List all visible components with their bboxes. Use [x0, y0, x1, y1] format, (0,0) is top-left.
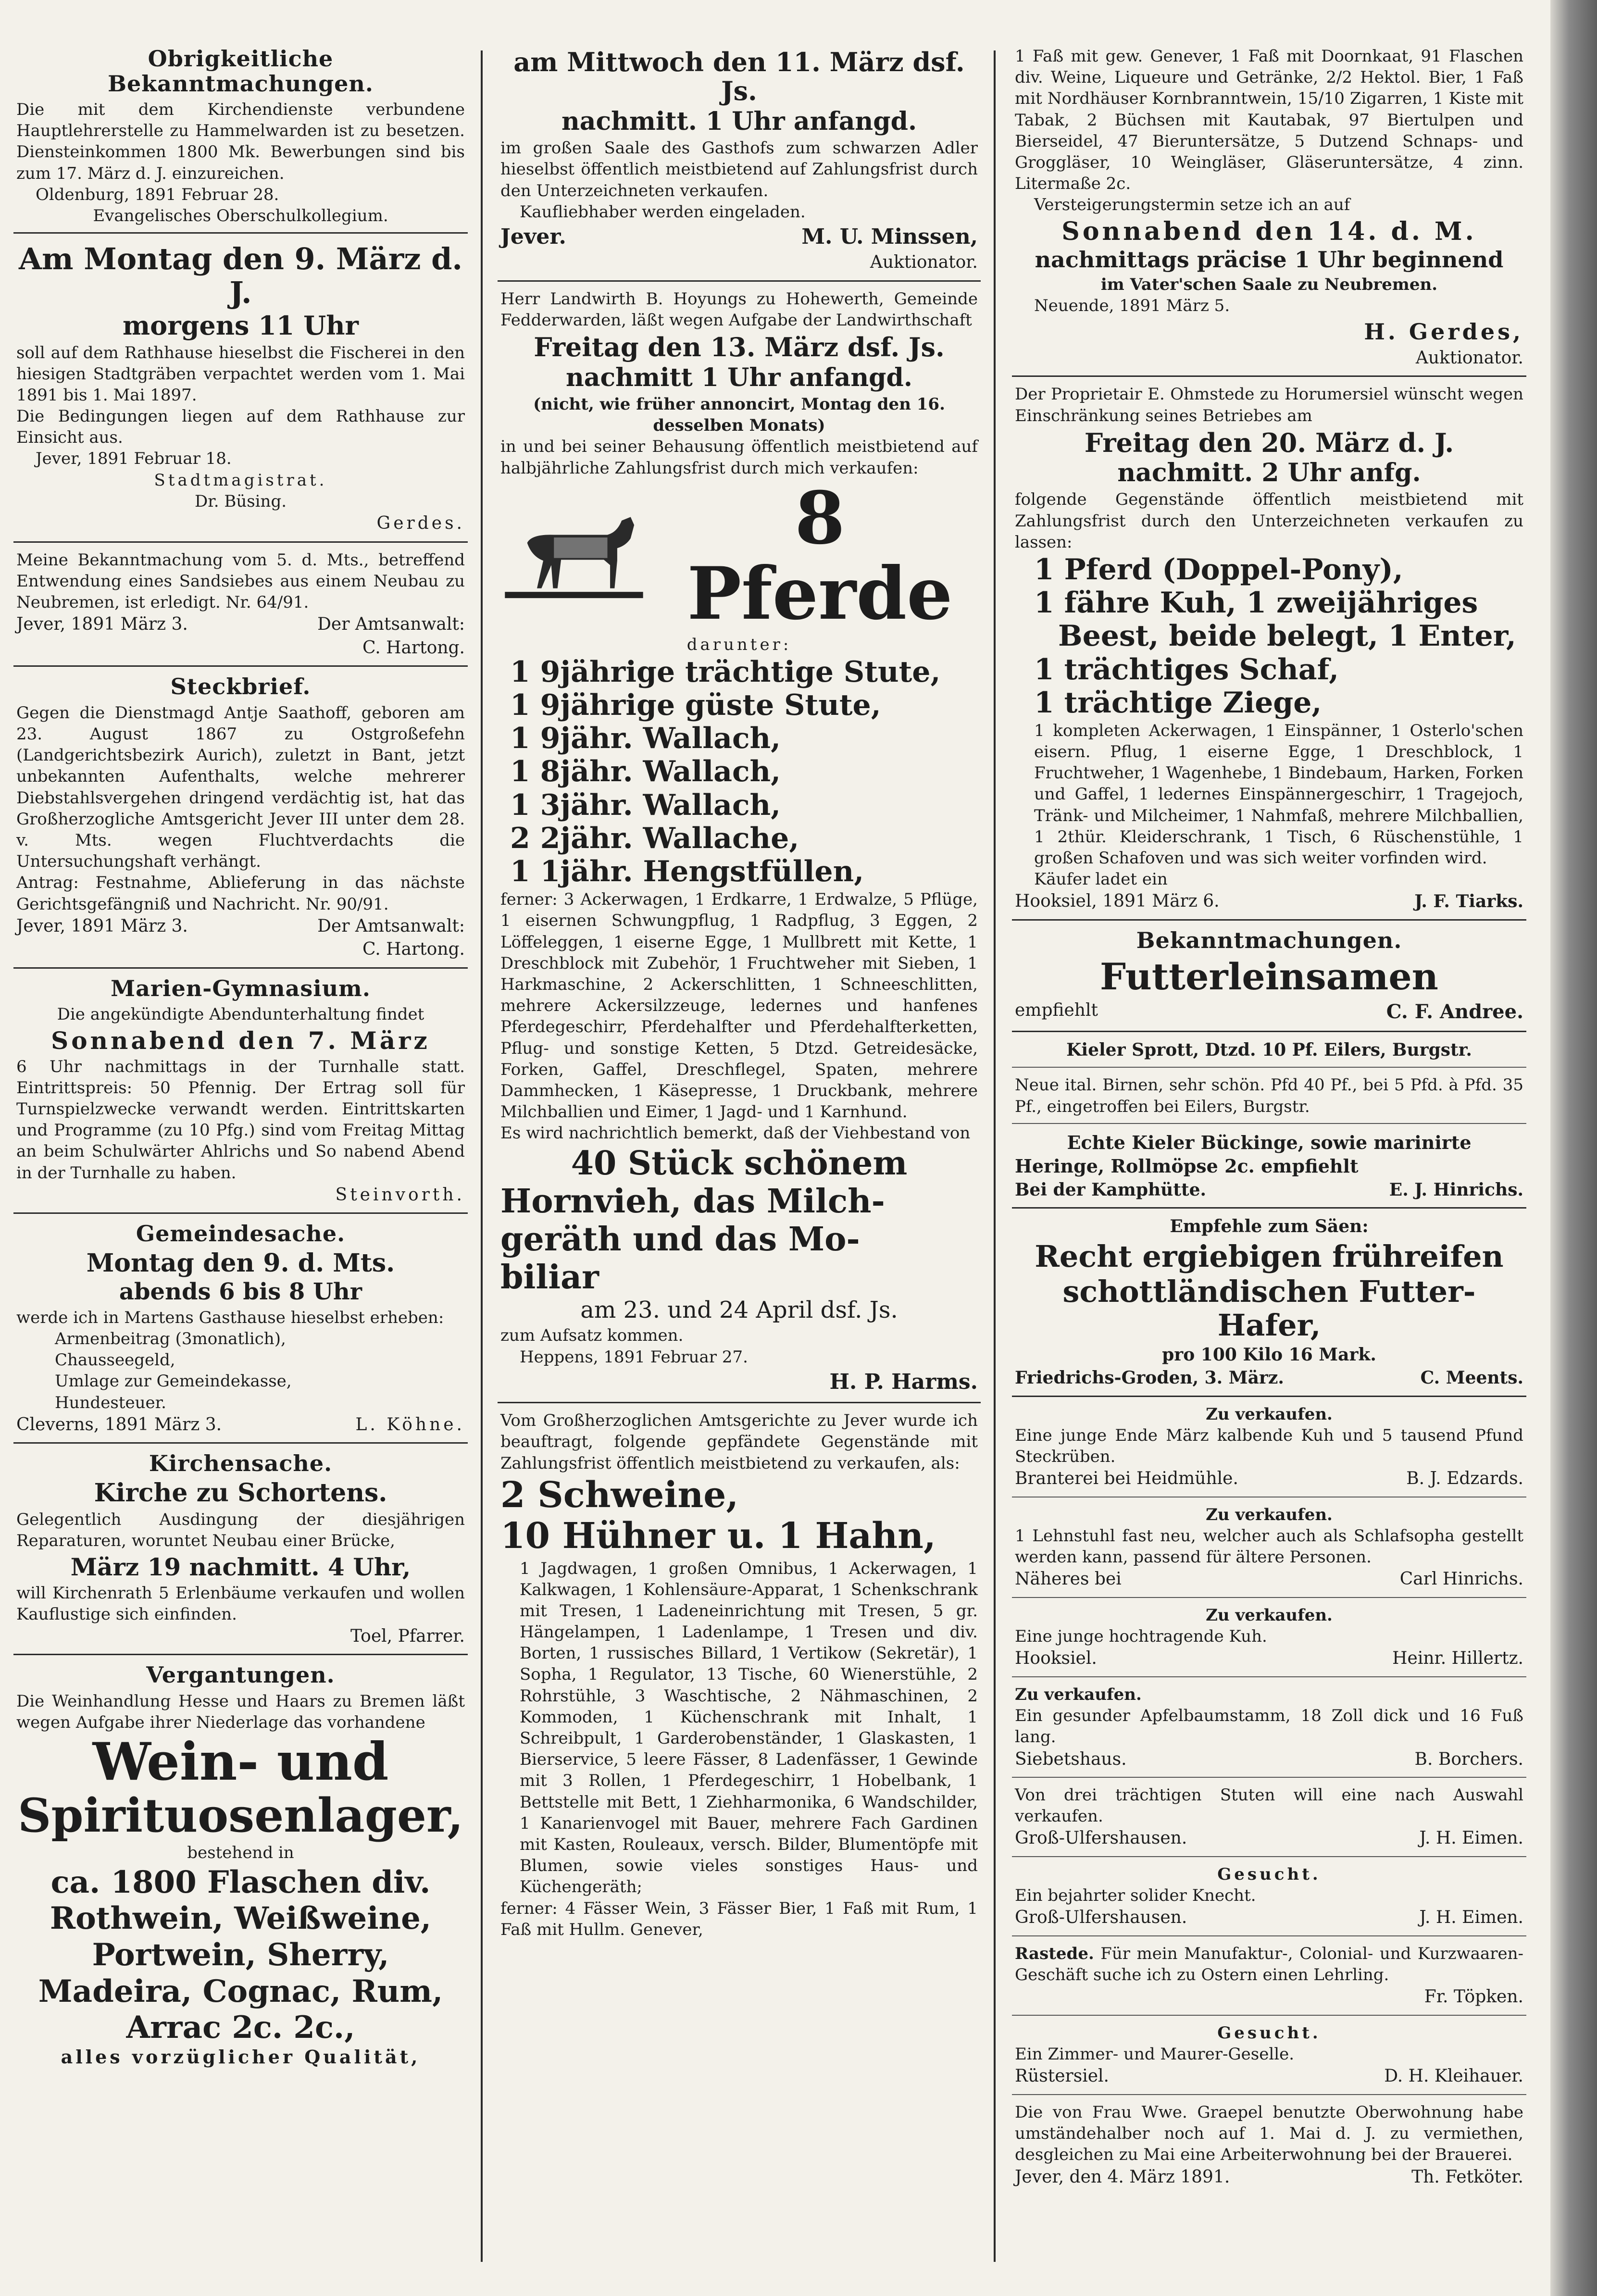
notice-body: 1 Lehnstuhl fast neu, welcher auch als Schlafsopha gestellt werden kann, passend für ältere Personen.: [1015, 1526, 1523, 1567]
notice-headline: März 19 nachmitt. 4 Uhr,: [70, 1552, 411, 1581]
notice-line: Käufer ladet ein: [1034, 870, 1168, 889]
notice-name: D. H. Kleihauer.: [1384, 2066, 1523, 2086]
notice-sender: Evangelisches Oberschulkollegium.: [93, 206, 388, 225]
notice-signature: [16, 1413, 465, 1437]
notice-name: C. F. Andree.: [1386, 1000, 1523, 1023]
notice-heading: Obrigkeitliche Bekanntmachungen.: [108, 46, 374, 97]
notice-name: Dr. Büsing.: [194, 491, 287, 511]
notice-big: Recht ergiebigen frühreifen: [1035, 1238, 1504, 1274]
notice-headline: Freitag den 13. März dsf. Js.: [534, 332, 945, 363]
list-item: 1 trächtige Ziege,: [1034, 686, 1322, 720]
notice-role: Der Amtsanwalt:: [317, 614, 465, 635]
notice-name: Gerdes.: [376, 513, 465, 533]
notice-line: darunter:: [686, 635, 792, 654]
notice-neubremen: [1012, 41, 1526, 377]
notice-name: Carl Hinrichs.: [1399, 1569, 1523, 1589]
notice-time: abends 6 bis 8 Uhr: [119, 1278, 362, 1306]
notice-pfaendung: [498, 1405, 981, 1946]
notice-auction-adler: [498, 41, 981, 282]
notice-lehrling: [1012, 1938, 1526, 2016]
notice-geselle: [1012, 2018, 1526, 2095]
notice-body: 1 Faß mit gew. Genever, 1 Faß mit Doornkaat, 91 Flaschen div. Weine, Liqueure und Getränke, 2/2 Hektol. Bier, 1 Faß mit Nordhäuser Kornbranntwein, 15/10 Zigarren, 1 Kiste mit Tabak, 2 Büchsen mit Kautabak, 97 Biertulpen und Bierseidel, 47 Bieruntersätze, 5 Dutzend Schnaps- und Groggläser, 10 Weingläser, Gläseruntersätze, 4 zinn. Litermaße 2c.: [1015, 47, 1523, 194]
notice-place: Jever.: [500, 224, 566, 249]
notice-headline: am Mittwoch den 11. März dsf. Js.: [513, 47, 965, 107]
notice-big: Futterleinsamen: [1100, 955, 1438, 998]
notice-body: Von drei trächtigen Stuten will eine nach Auswahl verkaufen.: [1015, 1785, 1523, 1826]
notice-body: Vom Großherzoglichen Amtsgerichte zu Jever wurde ich beauftragt, folgende gepfändete Gegenstände mit Zahlungsfrist öffentlich meistbietend zu verkaufen, als:: [500, 1411, 978, 1473]
notice-gemeinde: [13, 1216, 468, 1444]
notice-big: biliar: [500, 1258, 599, 1297]
notice-note: (nicht, wie früher annoncirt, Montag den 16. desselben Monats): [533, 394, 945, 436]
notice-body: Neue ital. Birnen, sehr schön. Pfd 40 Pf., bei 5 Pfd. à Pfd. 35 Pf., eingetroffen bei Eilers, Burgstr.: [1015, 1075, 1523, 1116]
notice-kirche: [13, 1446, 468, 1655]
notice-heading: Gesucht.: [1217, 2023, 1321, 2043]
notice-date: Jever, 1891 März 3.: [16, 916, 188, 936]
notice-headline: Sonnabend den 7. März: [51, 1026, 430, 1055]
notice-title: 8 Pferde: [687, 475, 953, 636]
notice-date: Jever, 1891 März 3.: [16, 614, 188, 635]
notice-place: Hooksiel.: [1015, 1648, 1097, 1669]
notice-headline: Am Montag den 9. März d. J.: [18, 241, 463, 310]
notice-sender: Stadtmagistrat.: [154, 470, 327, 490]
notice-signature: [1015, 890, 1523, 913]
notice-name: Toel, Pfarrer.: [350, 1626, 465, 1646]
notice-body-text: Für mein Manufaktur-, Colonial- und Kurzwaaren-Geschäft suche ich zu Ostern einen Lehrling.: [1015, 1944, 1523, 1985]
list-item: 1 1jähr. Hengstfüllen,: [510, 855, 864, 889]
notice-signature: [1015, 1647, 1523, 1671]
notice-big: schottländischen Futter-Hafer,: [1062, 1274, 1476, 1343]
notice-body: im großen Saale des Gasthofs zum schwarzen Adler hieselbst öffentlich meistbietend auf Zahlungsfrist durch den Unterzeichneten verkaufen.: [500, 138, 978, 200]
notice-time: nachmitt. 1 Uhr anfangd.: [561, 106, 917, 136]
notice-list: 1 kompleten Ackerwagen, 1 Einspänner, 1 Osterlo'schen eisern. Pflug, 1 eiserne Egge, 1 Dreschblock, 1 Fruchtweher, 1 Wagenhebe, 1 Bindebaum, Harken, Forken und Gaffel, 1 ledernes Einspännergeschirr, 1 Tragejoch, Tränk- und Milcheimer, 1 Nahmfaß, mehrere Milchballien, 1 2thür. Kleiderschrank, 1 Tisch, 6 Rüschenstühle, 1 großen Schafoven und was sich weiter vorfinden wird.: [1034, 721, 1523, 868]
notice-birnen: [1012, 1070, 1526, 1123]
notice-place: Bei der Kamphütte.: [1015, 1179, 1207, 1200]
list-item: 1 Pferd (Doppel-Pony),: [1034, 552, 1403, 586]
notice-big: 10 Hühner u. 1 Hahn,: [500, 1515, 936, 1557]
notice-body: Meine Bekanntmachung vom 5. d. Mts., betreffend Entwendung eines Sandsiebes aus einem Neubau zu Neubremen, ist erledigt. Nr. 64/91.: [16, 550, 465, 612]
notice-item: Portwein, Sherry,: [92, 1937, 389, 1973]
notice-steckbrief: [13, 669, 468, 969]
notice-sprott: [1012, 1034, 1526, 1068]
notice-heading: Bekanntmachungen.: [1136, 927, 1402, 953]
notice-place: im Vater'schen Saale zu Neubremen.: [1100, 275, 1438, 295]
page-edge: [1550, 0, 1597, 2296]
notice-horumersiel: [1012, 379, 1526, 921]
notice-heading: Empfehle zum Säen:: [1170, 1216, 1369, 1237]
list-item: 1 3jähr. Wallach,: [510, 788, 781, 822]
notice-date: Cleverns, 1891 März 3.: [16, 1414, 222, 1435]
notice-big: Hornvieh, das Milch-: [500, 1182, 885, 1221]
notice-signature: [1015, 1568, 1523, 1591]
notice-line: Echte Kieler Bückinge, sowie marinirte: [1067, 1131, 1472, 1153]
notice-bueckinge: [1012, 1126, 1526, 1209]
notice-name: Th. Fetköter.: [1411, 2167, 1523, 2187]
notice-name: J. H. Eimen.: [1419, 1908, 1523, 1928]
notice-signature: [1015, 2166, 1523, 2189]
notice-heading: Zu verkaufen.: [1015, 1685, 1142, 1704]
notice-signature: [1015, 1906, 1523, 1930]
notice-name: J. H. Eimen.: [1419, 1828, 1523, 1848]
notice-body2: Antrag: Festnahme, Ablieferung in das nächste Gerichtsgefängniß und Nachricht. Nr. 90/91.: [16, 873, 465, 914]
notice-body: Die Weinhandlung Hesse und Haars zu Bremen läßt wegen Aufgabe ihrer Niederlage das vorhandene: [16, 1691, 465, 1733]
notice-signature: [1015, 1748, 1523, 1772]
notice-dates: am 23. und 24 April dsf. Js.: [580, 1296, 898, 1323]
notice-official: [13, 41, 468, 234]
notice-body: Gelegentlich Ausdingung der diesjährigen Reparaturen, woruntet Neubau einer Brücke,: [16, 1510, 465, 1551]
notice-ferner: ferner: 3 Ackerwagen, 1 Erdkarre, 1 Erdwalze, 5 Pflüge, 1 eisernen Schwungpflug, 1 Radpflug, 3 Eggen, 2 Löffeleggen, 1 eiserne Egge, 1 Mullbrett mit Kette, 1 Dreschblock mit Zubehör, 1 Fruchtweher mit Sieben, 1 Harkmaschine, 2 Ackerschlitten, 1 Schneeschlitten, mehrere Ackersilzzeuge, ledernes und hanfenes Pferdegeschirr, Pferdehalfter und Pferdehalfterketten, Pflug- und sonstige Ketten, 5 Dtzd. Getreidesäcke, Forken, Gaffel, Dreschflegel, Spaten, mehrere Dammhecken, 1 Käsepresse, 1 Druckbank, mehrere Milchballien und Eimer, 1 Jagd- und 1 Karnhund.: [500, 890, 978, 1122]
notice-signature: [1015, 999, 1523, 1025]
notice-body: Eine junge hochtragende Kuh.: [1015, 1627, 1267, 1647]
notice-date: Hooksiel, 1891 März 6.: [1015, 891, 1220, 911]
notice-line: Heringe, Rollmöpse 2c. empfiehlt: [1015, 1155, 1359, 1177]
notice-futterlein: [1012, 923, 1526, 1032]
list-item: Armenbeitrag (3monatlich),: [55, 1329, 286, 1349]
notice-headline: Sonnabend den 14. d. M.: [1061, 216, 1477, 246]
notice-place: Branterei bei Heidmühle.: [1015, 1469, 1238, 1489]
notice-line: empfiehlt: [1015, 1000, 1098, 1020]
notice-time: morgens 11 Uhr: [123, 310, 359, 341]
notice-hochtragend: [1012, 1600, 1526, 1677]
notice-name: B. Borchers.: [1414, 1749, 1523, 1769]
notice-name: L. Köhne.: [355, 1414, 465, 1435]
list-item: 2 2jähr. Wallache,: [510, 821, 799, 855]
notice-heading: Gesucht.: [1217, 1865, 1321, 1884]
notice-body: Herr Landwirth B. Hoyungs zu Hohewerth, Gemeinde Fedderwarden, läßt wegen Aufgabe der Landwirthschaft: [500, 289, 978, 330]
notice-signature: [16, 915, 465, 938]
horse-icon: [500, 503, 648, 609]
notice-signature: [16, 613, 465, 636]
column-1: [13, 41, 468, 2276]
notice-name: C. Meents.: [1420, 1368, 1523, 1388]
notice-item: ca. 1800 Flaschen div.: [50, 1864, 431, 1900]
notice-body2: will Kirchenrath 5 Erlenbäume verkaufen und wollen Kauflustige sich einfinden.: [16, 1583, 465, 1624]
notice-line: zum Aufsatz kommen.: [500, 1326, 684, 1346]
notice-body: 6 Uhr nachmittags in der Turnhalle statt. Eintrittspreis: 50 Pfennig. Der Ertrag soll für Turnspielzwecke verwandt werden. Eintrittskarten und Programme (zu 10 Pfg.) sind vom Freitag Mittag an beim Schulwärter Ahlrichs und So nabend Abend in der Turnhalle zu haben.: [16, 1057, 465, 1183]
list-item: 1 8jähr. Wallach,: [510, 755, 781, 789]
notice-big: geräth und das Mo-: [500, 1220, 860, 1259]
notice-hafer: [1012, 1210, 1526, 1397]
notice-ferner: ferner: 4 Fässer Wein, 3 Fässer Bier, 1 Faß mit Rum, 1 Faß mit Hullm. Genever,: [500, 1898, 978, 1939]
notice-heading: Kirchensache.: [149, 1450, 333, 1477]
notice-fishery: [13, 236, 468, 542]
notice-price: pro 100 Kilo 16 Mark.: [1162, 1345, 1376, 1365]
notice-name: E. J. Hinrichs.: [1389, 1179, 1523, 1200]
notice-role: Der Amtsanwalt:: [317, 916, 465, 936]
notice-body: Die mit dem Kirchendienste verbundene Hauptlehrerstelle zu Hammelwarden ist zu besetzen. Diensteinkommen 1800 Mk. Bewerbungen sind bis zum 17. März d. J. einzureichen.: [16, 100, 465, 183]
notice-body: Ein bejahrter solider Knecht.: [1015, 1886, 1256, 1906]
notice-item: alles vorzüglicher Qualität,: [61, 2046, 421, 2068]
list-item: 1 9jähr. Wallach,: [510, 722, 781, 756]
notice-signature: [1015, 2065, 1523, 2088]
notice-item: Rothwein, Weißweine,: [50, 1900, 432, 1937]
column-rule: [994, 50, 996, 2262]
notice-body: Ein gesunder Apfelbaumstamm, 18 Zoll dick und 16 Fuß lang.: [1015, 1706, 1523, 1747]
notice-date: Heppens, 1891 Februar 27.: [520, 1347, 748, 1367]
notice-date: Jever, 1891 Februar 18.: [36, 449, 232, 469]
notice-heading: Steckbrief.: [170, 674, 311, 700]
column-2: [498, 41, 981, 2276]
notice-apfelbaum: [1012, 1679, 1526, 1778]
notice-subheading: Kirche zu Schortens.: [94, 1478, 387, 1508]
list-item: Umlage zur Gemeindekasse,: [55, 1372, 292, 1391]
notice-line: bestehend in: [187, 1843, 294, 1862]
notice-list: 1 Jagdwagen, 1 großen Omnibus, 1 Ackerwagen, 1 Kalkwagen, 1 Kohlensäure-Apparat, 1 Schenkschrank mit Tresen, 1 Ladeneinrichtung mit Tresen, 5 gr. Hängelampen, 1 Ladenlampe, 1 Tresen und div. Borten, 1 russisches Billard, 1 Vertikow (Sekretär), 1 Sopha, 1 Regulator, 13 Tische, 60 Wienerstühle, 2 Rohrstühle, 3 Waschtische, 2 Nähmaschinen, 2 Kommoden, 1 Küchenschrank mit Inhalt, 1 Schreibpult, 1 Garderobenständer, 1 Glaskasten, 1 Bierservice, 5 leere Fässer, 8 Ladenfässer, 1 Gewinde mit 3 Rollen, 1 Pferdegeschirr, 1 Hobelbank, 1 Bettstelle mit Bett, 1 Ziehharmonika, 6 Wandschilder, 1 Kanarienvogel mit Bauer, mehrere Fach Gardinen mit Kasten, Rouleaux, versch. Bilder, Blumentöpfe mit Blumen, sowie vieles sonstiges Haus- und Küchengeräth;: [520, 1559, 978, 1897]
notice-heading: Zu verkaufen.: [1206, 1605, 1333, 1625]
notice-heading: Vergantungen.: [146, 1662, 335, 1688]
notice-name: Steinvorth.: [335, 1185, 465, 1205]
notice-body2: folgende Gegenstände öffentlich meistbietend mit Zahlungsfrist durch den Unterzeichneten verkaufen zu lassen:: [1015, 490, 1523, 552]
notice-item: Madeira, Cognac, Rum,: [38, 1973, 443, 2009]
notice-name: H. P. Harms.: [829, 1369, 978, 1394]
notice-line: Die angekündigte Abendunterhaltung findet: [57, 1005, 424, 1024]
notice-body2: in und bei seiner Behausung öffentlich meistbietend auf halbjährliche Zahlungsfrist durch mich verkaufen:: [500, 437, 978, 478]
notice-gymnasium: [13, 971, 468, 1214]
notice-line: Versteigerungstermin setze ich an auf: [1034, 195, 1350, 215]
notice-date: Neuende, 1891 März 5.: [1034, 296, 1230, 316]
notice-body: Der Proprietair E. Ohmstede zu Horumersiel wünscht wegen Einschränkung seines Betriebes am: [1015, 385, 1523, 425]
notice-name: C. Hartong.: [362, 637, 465, 658]
notice-name: M. U. Minssen,: [801, 224, 978, 249]
notice-date: Oldenburg, 1891 Februar 28.: [36, 185, 279, 204]
notice-signature: [1015, 1467, 1523, 1491]
notice-date: Friedrichs-Groden, 3. März.: [1015, 1368, 1284, 1388]
column-3: [1012, 41, 1526, 2276]
notice-body: soll auf dem Rathhause hieselbst die Fischerei in den hiesigen Stadtgräben verpachtet werden vom 1. Mai 1891 bis 1. Mai 1897.: [16, 343, 465, 405]
notice-body2: Die Bedingungen liegen auf dem Rathhause zur Einsicht aus.: [16, 407, 465, 448]
notice-big: 2 Schweine,: [500, 1474, 739, 1516]
notice-signature: [1015, 1366, 1523, 1390]
notice-stuten: [1012, 1780, 1526, 1857]
notice-role: Auktionator.: [870, 252, 978, 273]
notice-time: nachmitt 1 Uhr anfangd.: [565, 362, 913, 392]
list-item: Hundesteuer.: [55, 1393, 166, 1412]
notice-place: Groß-Ulfershausen.: [1015, 1908, 1187, 1928]
notice-time: nachmittags präcise 1 Uhr beginnend: [1035, 246, 1504, 273]
notice-body: Die von Frau Wwe. Graepel benutzte Oberwohnung habe umständehalber noch auf 1. Mai d. J. zu vermiethen, desgleichen zu Mai eine Arbeiterwohnung bei der Brauerei.: [1015, 2102, 1523, 2165]
notice-headline: Freitag den 20. März d. J.: [1084, 427, 1454, 458]
notice-big: Wein- und: [92, 1732, 389, 1793]
notice-lehnstuhl: [1012, 1499, 1526, 1598]
notice-headline: Montag den 9. d. Mts.: [86, 1248, 395, 1278]
notice-signature: [500, 223, 978, 251]
notice-signature: [1015, 1178, 1523, 1202]
notice-body: [1015, 1943, 1523, 1985]
horse-banner: [500, 475, 978, 636]
notice-heading: Zu verkaufen.: [1206, 1404, 1333, 1424]
notice-body: Ein Zimmer- und Maurer-Geselle.: [1015, 2045, 1295, 2064]
notice-big: 40 Stück schönem: [571, 1144, 908, 1183]
notice-body2: Kaufliebhaber werden eingeladen.: [520, 202, 806, 222]
notice-line: Näheres bei: [1015, 1569, 1122, 1589]
notice-body: Kieler Sprott, Dtzd. 10 Pf. Eilers, Burgstr.: [1066, 1039, 1472, 1060]
notice-name: Fr. Töpken.: [1424, 1987, 1523, 2007]
notice-big: Spirituosenlager,: [18, 1788, 463, 1843]
notice-name: Heinr. Hillertz.: [1392, 1648, 1523, 1669]
notice-knecht: [1012, 1859, 1526, 1936]
notice-name: J. F. Tiarks.: [1414, 891, 1523, 912]
notice-signature: [1015, 1827, 1523, 1850]
list-item: 1 fähre Kuh, 1 zweijähriges: [1034, 586, 1478, 620]
notice-body: werde ich in Martens Gasthause hieselbst erheben:: [16, 1308, 444, 1327]
column-rule: [481, 50, 483, 2262]
notice-date: Jever, den 4. März 1891.: [1015, 2167, 1230, 2187]
notice-item: Arrac 2c. 2c.,: [126, 2009, 355, 2046]
notice-name: H. Gerdes,: [1364, 318, 1523, 345]
notice-kuh: [1012, 1399, 1526, 1497]
list-item: 1 trächtiges Schaf,: [1034, 652, 1339, 686]
notice-heading: Gemeindesache.: [136, 1221, 346, 1247]
notice-nachricht: Es wird nachrichtlich bemerkt, daß der Viehbestand von: [500, 1123, 971, 1143]
notice-name: C. Hartong.: [362, 939, 465, 960]
list-item: Chausseegeld,: [55, 1350, 175, 1370]
notice-wein: [13, 1657, 468, 2075]
notice-name: B. J. Edzards.: [1406, 1469, 1523, 1489]
notice-time: nachmitt. 2 Uhr anfg.: [1117, 458, 1421, 488]
notice-heading: Marien-Gymnasium.: [111, 975, 371, 1001]
notice-place: Siebetshaus.: [1015, 1749, 1127, 1769]
notice-body: Eine junge Ende März kalbende Kuh und 5 tausend Pfund Steckrüben.: [1015, 1425, 1523, 1467]
notice-heading: Zu verkaufen.: [1206, 1505, 1333, 1524]
notice-wohnung: [1012, 2097, 1526, 2195]
notice-place: Groß-Ulfershausen.: [1015, 1828, 1187, 1848]
list-item: 1 9jährige güste Stute,: [510, 688, 881, 723]
list-item: Beest, beide belegt, 1 Enter,: [1058, 619, 1516, 653]
notice-role: Auktionator.: [1415, 348, 1523, 368]
notice-place: Rüstersiel.: [1015, 2066, 1109, 2086]
notice-body: Gegen die Dienstmagd Antje Saathoff, geboren am 23. August 1867 zu Ostgroßefehn (Landgerichtsbezirk Aurich), zuletzt in Bant, jetzt unbekannten Aufenthalts, welche mehrerer Diebstahlsvergehen dringend verdächtig ist, hat das Großherzogliche Amtsgericht Jever III unter dem 28. v. Mts. wegen Fluchtverdachts die Untersuchungshaft verhängt.: [16, 703, 465, 872]
notice-heading: Rastede.: [1015, 1944, 1094, 1964]
notice-sandsieb: [13, 545, 468, 667]
notice-pferde: [498, 284, 981, 1403]
list-item: 1 9jährige trächtige Stute,: [510, 655, 941, 689]
